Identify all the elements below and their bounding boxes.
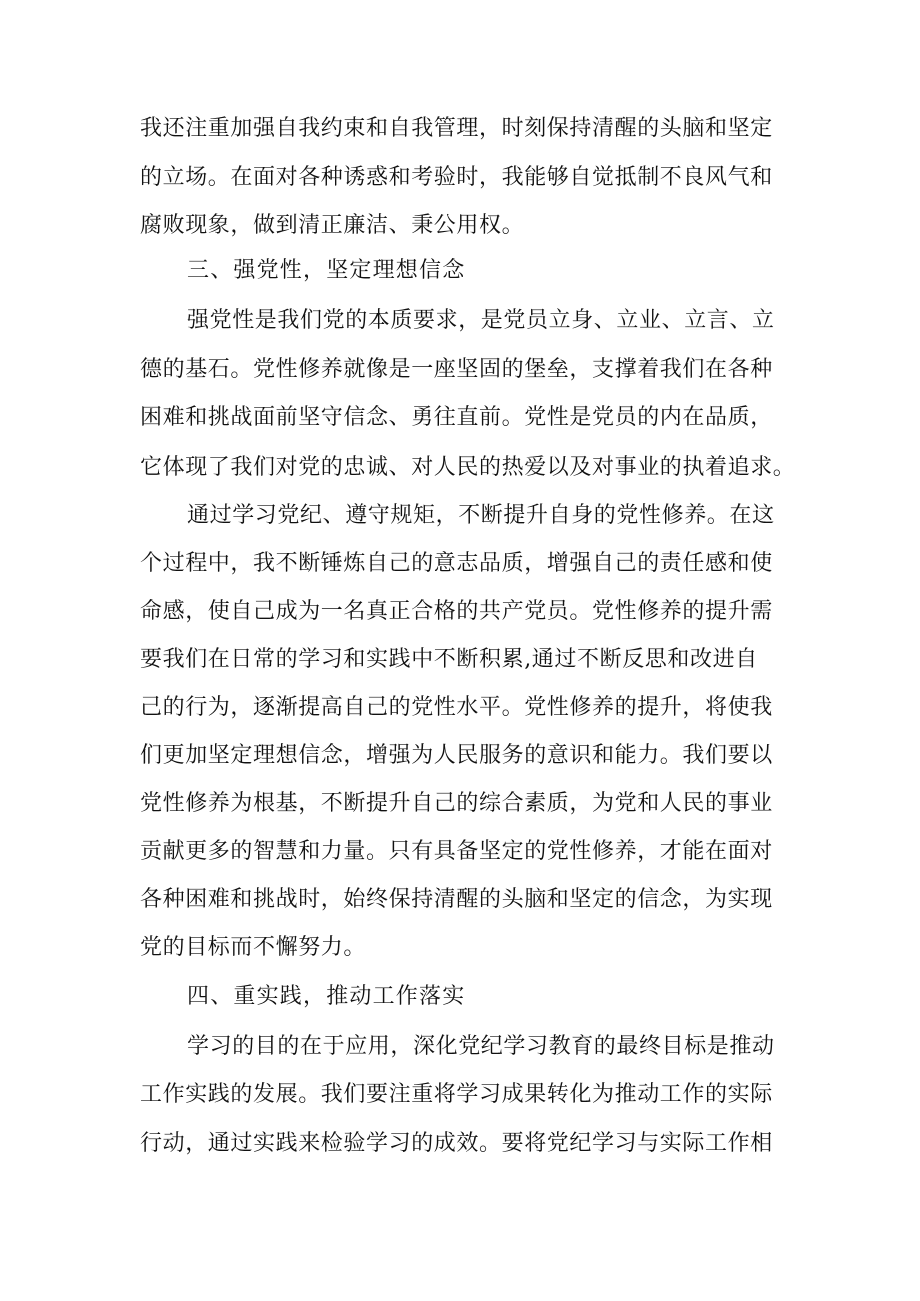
text-line-1: 我还注重加强自我约束和自我管理，时刻保持清醒的头脑和坚定 [140,116,773,141]
text-line-12: 要我们在日常的学习和实践中不断积累,通过不断反思和改进自 [140,647,758,672]
text-line-9: 通过学习党纪、遵守规矩，不断提升自身的党性修养。在这 [187,503,775,528]
text-line-2: 的立场。在面对各种诱惑和考验时，我能够自觉抵制不良风气和 [140,165,773,190]
text-line-14: 们更加坚定理想信念，增强为人民服务的意识和能力。我们要以 [140,743,773,768]
text-line-18: 党的目标而不懈努力。 [140,935,367,960]
section-heading-3: 三、强党性，坚定理想信念 [187,258,466,283]
text-line-10: 个过程中，我不断锤炼自己的意志品质，增强自己的责任感和使 [140,551,773,576]
text-line-5: 强党性是我们党的本质要求，是党员立身、立业、立言、立 [187,308,775,333]
text-line-21: 工作实践的发展。我们要注重将学习成果转化为推动工作的实际 [140,1082,773,1107]
text-line-11: 命感，使自己成为一名真正合格的共产党员。党性修养的提升需 [140,599,773,624]
text-line-16: 贡献更多的智慧和力量。只有具备坚定的党性修养，才能在面对 [140,839,773,864]
text-line-17: 各种困难和挑战时，始终保持清醒的头脑和坚定的信念，为实现 [140,887,773,912]
text-line-20: 学习的目的在于应用，深化党纪学习教育的最终目标是推动 [187,1034,775,1059]
section-heading-4: 四、重实践，推动工作落实 [187,984,466,1009]
text-line-3: 腐败现象，做到清正廉洁、秉公用权。 [140,213,525,238]
text-line-8: 它体现了我们对党的忠诚、对人民的热爱以及对事业的执着追求。 [140,455,796,480]
text-line-6: 德的基石。党性修养就像是一座坚固的堡垒，支撑着我们在各种 [140,357,773,382]
text-line-15: 党性修养为根基，不断提升自己的综合素质，为党和人民的事业 [140,791,773,816]
text-line-22: 行动，通过实践来检验学习的成效。要将党纪学习与实际工作相 [140,1131,773,1156]
text-line-7: 困难和挑战面前坚守信念、勇往直前。党性是党员的内在品质， [140,405,773,430]
text-line-13: 己的行为，逐渐提高自己的党性水平。党性修养的提升，将使我 [140,695,773,720]
